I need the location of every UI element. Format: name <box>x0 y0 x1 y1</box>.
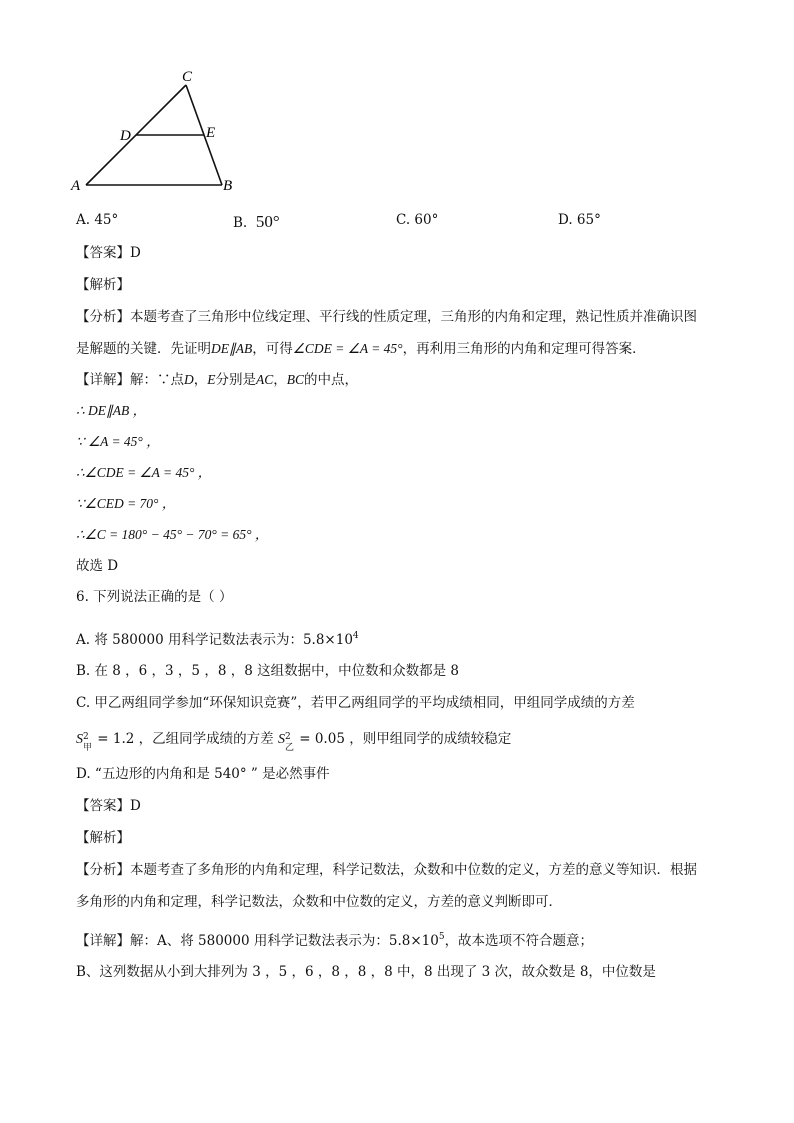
q6-fenxi-line-2: 多角形的内角和定理，科学记数法，众数和中位数的定义，方差的意义判断即可． <box>76 894 562 910</box>
q6-option-a: A. 将 580000 用科学记数法表示为：$5.8\times 10^4$ <box>76 631 359 648</box>
label-vertex-e: E <box>206 125 216 141</box>
q6-detail-line-1: 【详解】解：A、将 580000 用科学记数法表示为：$5.8\times 10^5$，故本选项不符合题意； <box>76 932 594 949</box>
q5-option-d: D. 65° <box>558 212 601 228</box>
q5-option-c: C. 60° <box>396 212 439 228</box>
q5-step-4: ∵∠CED = 70° ， <box>76 496 176 511</box>
q5-option-a: A. 45° <box>76 212 119 228</box>
q6-option-c-line-1: C. 甲乙两组同学参加“环保知识竞赛”，若甲乙两组同学的平均成绩相同，甲组同学成绩的方差 <box>76 695 635 711</box>
label-vertex-c: C <box>182 69 193 85</box>
q5-fenxi-line-2: 是解题的关键．先证明DE∥AB，可得∠CDE = ∠A = 45°，再利用三角形的内角和定理可得答案． <box>76 341 646 357</box>
label-vertex-d: D <box>120 128 131 144</box>
label-vertex-a: A <box>71 178 81 194</box>
q6-option-c-line-2: S 2 甲 = 1.2 ，乙组同学成绩的方差 S 2 乙 = 0.05 ，则甲组同学的成绩较稳定 <box>76 731 512 753</box>
q6-analysis-heading: 【解析】 <box>76 830 130 846</box>
q5-step-3: ∴∠CDE = ∠A = 45° ， <box>76 465 212 480</box>
q5-step-1: ∴ DE∥AB ， <box>76 403 147 418</box>
q6-detail-line-2: B、这列数据从小到大排列为 3 ，5 ，6 ，8 ，8 ，8 中，8 出现了 3 次，故众数是 8，中位数是 <box>76 964 656 980</box>
q6-option-b: B. 在 8 ，6 ，3 ，5 ，8 ，8 这组数据中，中位数和众数都是 8 <box>76 663 459 679</box>
q5-options <box>76 212 736 234</box>
q5-fenxi-line-1: 【分析】本题考查了三角形中位线定理、平行线的性质定理，三角形的内角和定理，熟记性质并准确识图 <box>76 309 697 325</box>
q5-conclusion: 故选 D <box>76 558 119 574</box>
label-vertex-b: B <box>223 178 233 194</box>
q5-option-b-value: 50° <box>255 212 280 231</box>
q6-stem: 6. 下列说法正确的是（ ） <box>76 589 233 605</box>
q6-answer: 【答案】D <box>76 798 141 814</box>
q5-step-5: ∴∠C = 180° − 45° − 70° = 65° ， <box>76 527 269 542</box>
q5-answer: 【答案】D <box>76 245 141 261</box>
q6-option-d: D. “五边形的内角和是 540° ” 是必然事件 <box>76 766 330 782</box>
q5-detail-line-1: 【详解】解：∵点D，E分别是AC，BC的中点， <box>76 372 359 388</box>
q5-step-2: ∵ ∠A = 45° ， <box>76 434 160 449</box>
q5-analysis-heading: 【解析】 <box>76 277 130 293</box>
q5-option-b: B. 50° <box>233 212 280 231</box>
triangle-figure <box>68 66 248 196</box>
q6-fenxi-line-1: 【分析】本题考查了多角形的内角和定理，科学记数法，众数和中位数的定义，方差的意义等知识．根据 <box>76 862 697 878</box>
